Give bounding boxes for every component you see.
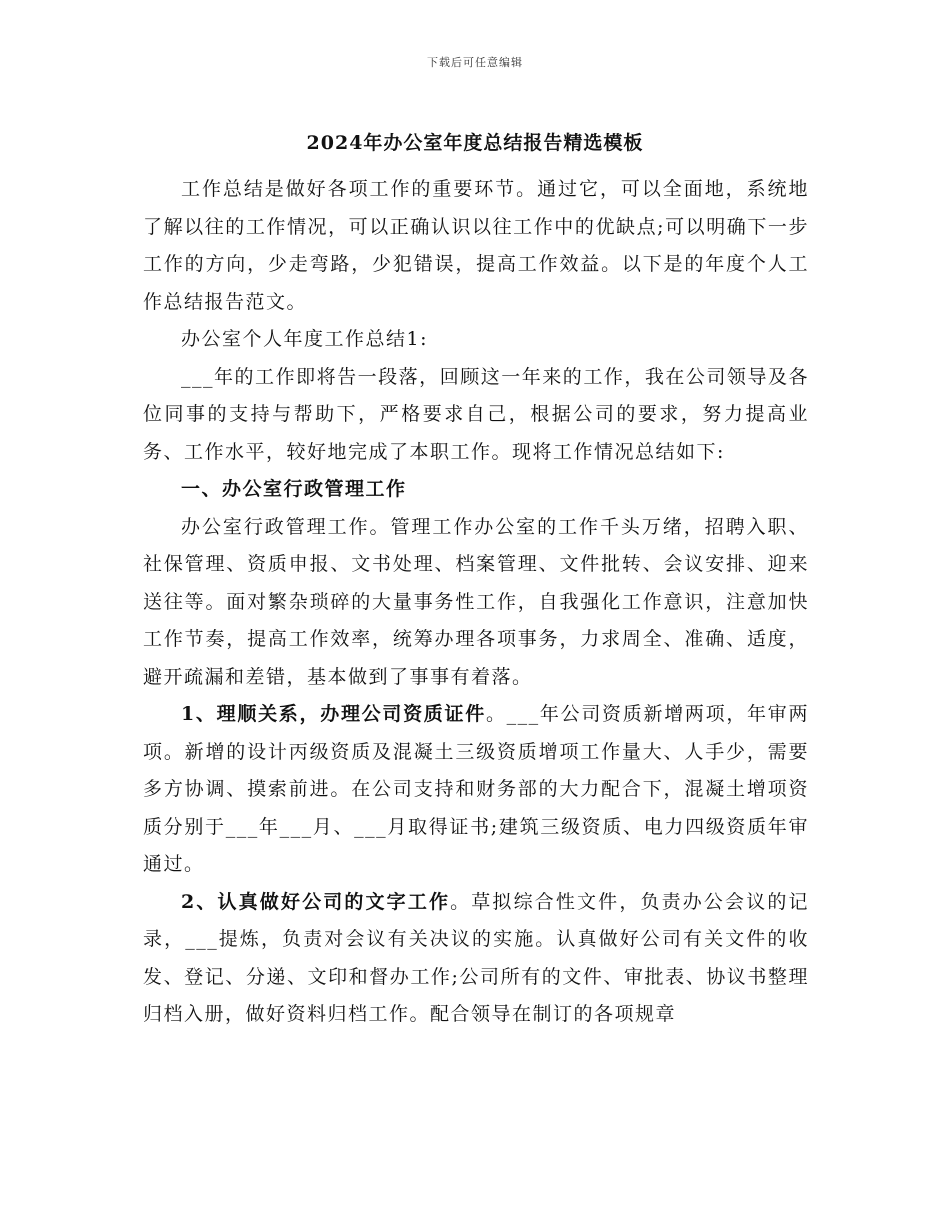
item-1-paragraph xyxy=(143,696,809,884)
paragraph-text: ___年的工作即将告一段落，回顾这一年来的工作，我在公司领导及各位同事的支持与帮助下，严格要求自己，根据公司的要求，努力提高业务、工作水平，较好地完成了本职工作。现将工作情况总结如下: xyxy=(143,365,809,463)
item-1-lead: 1、理顺关系，办理公司资质证件 xyxy=(181,703,486,725)
heading-text: 一、办公室行政管理工作 xyxy=(181,478,407,500)
paragraph-text: 工作总结是做好各项工作的重要环节。通过它，可以全面地，系统地了解以往的工作情况，可以正确认识以往工作中的优缺点;可以明确下一步工作的方向，少走弯路，少犯错误，提高工作效益。以下是的年度个人工作总结报告范文。 xyxy=(143,178,809,313)
paragraph-text: 办公室个人年度工作总结1: xyxy=(181,328,428,350)
item-2-paragraph xyxy=(143,884,809,1034)
admin-paragraph xyxy=(143,509,809,697)
paragraph-text: 办公室行政管理工作。管理工作办公室的工作千头万绪，招聘入职、社保管理、资质申报、文书处理、档案管理、文件批转、会议安排、迎来送往等。面对繁杂琐碎的大量事务性工作，自我强化工作意识，注意加快工作节奏，提高工作效率，统筹办理各项事务，力求周全、准确、适度，避开疏漏和差错，基本做到了事事有着落。 xyxy=(143,515,809,688)
intro-paragraph xyxy=(143,171,809,321)
section-heading xyxy=(143,471,809,509)
summary-label xyxy=(143,321,809,359)
paragraph-text: 。___年公司资质新增两项，年审两项。新增的设计丙级资质及混凝土三级资质增项工作量大、人手少，需要多方协调、摸索前进。在公司支持和财务部的大力配合下，混凝土增项资质分别于___年___月、___月取得证书;建筑三级资质、电力四级资质年审通过。 xyxy=(143,703,809,875)
document-title: 2024年办公室年度总结报告精选模板 xyxy=(306,132,644,154)
paragraph-text: 。草拟综合性文件，负责办公会议的记录，___提炼，负责对会议有关决议的实施。认真做好公司有关文件的收发、登记、分递、文印和督办工作;公司所有的文件、审批表、协议书整理归档入册，做好资料归档工作。配合领导在制订的各项规章 xyxy=(143,890,809,1025)
item-2-lead: 2、认真做好公司的文字工作 xyxy=(181,890,451,913)
opening-paragraph xyxy=(143,359,809,472)
document-body xyxy=(143,171,809,1034)
page-header-note: 下载后可任意编辑 xyxy=(427,56,523,69)
